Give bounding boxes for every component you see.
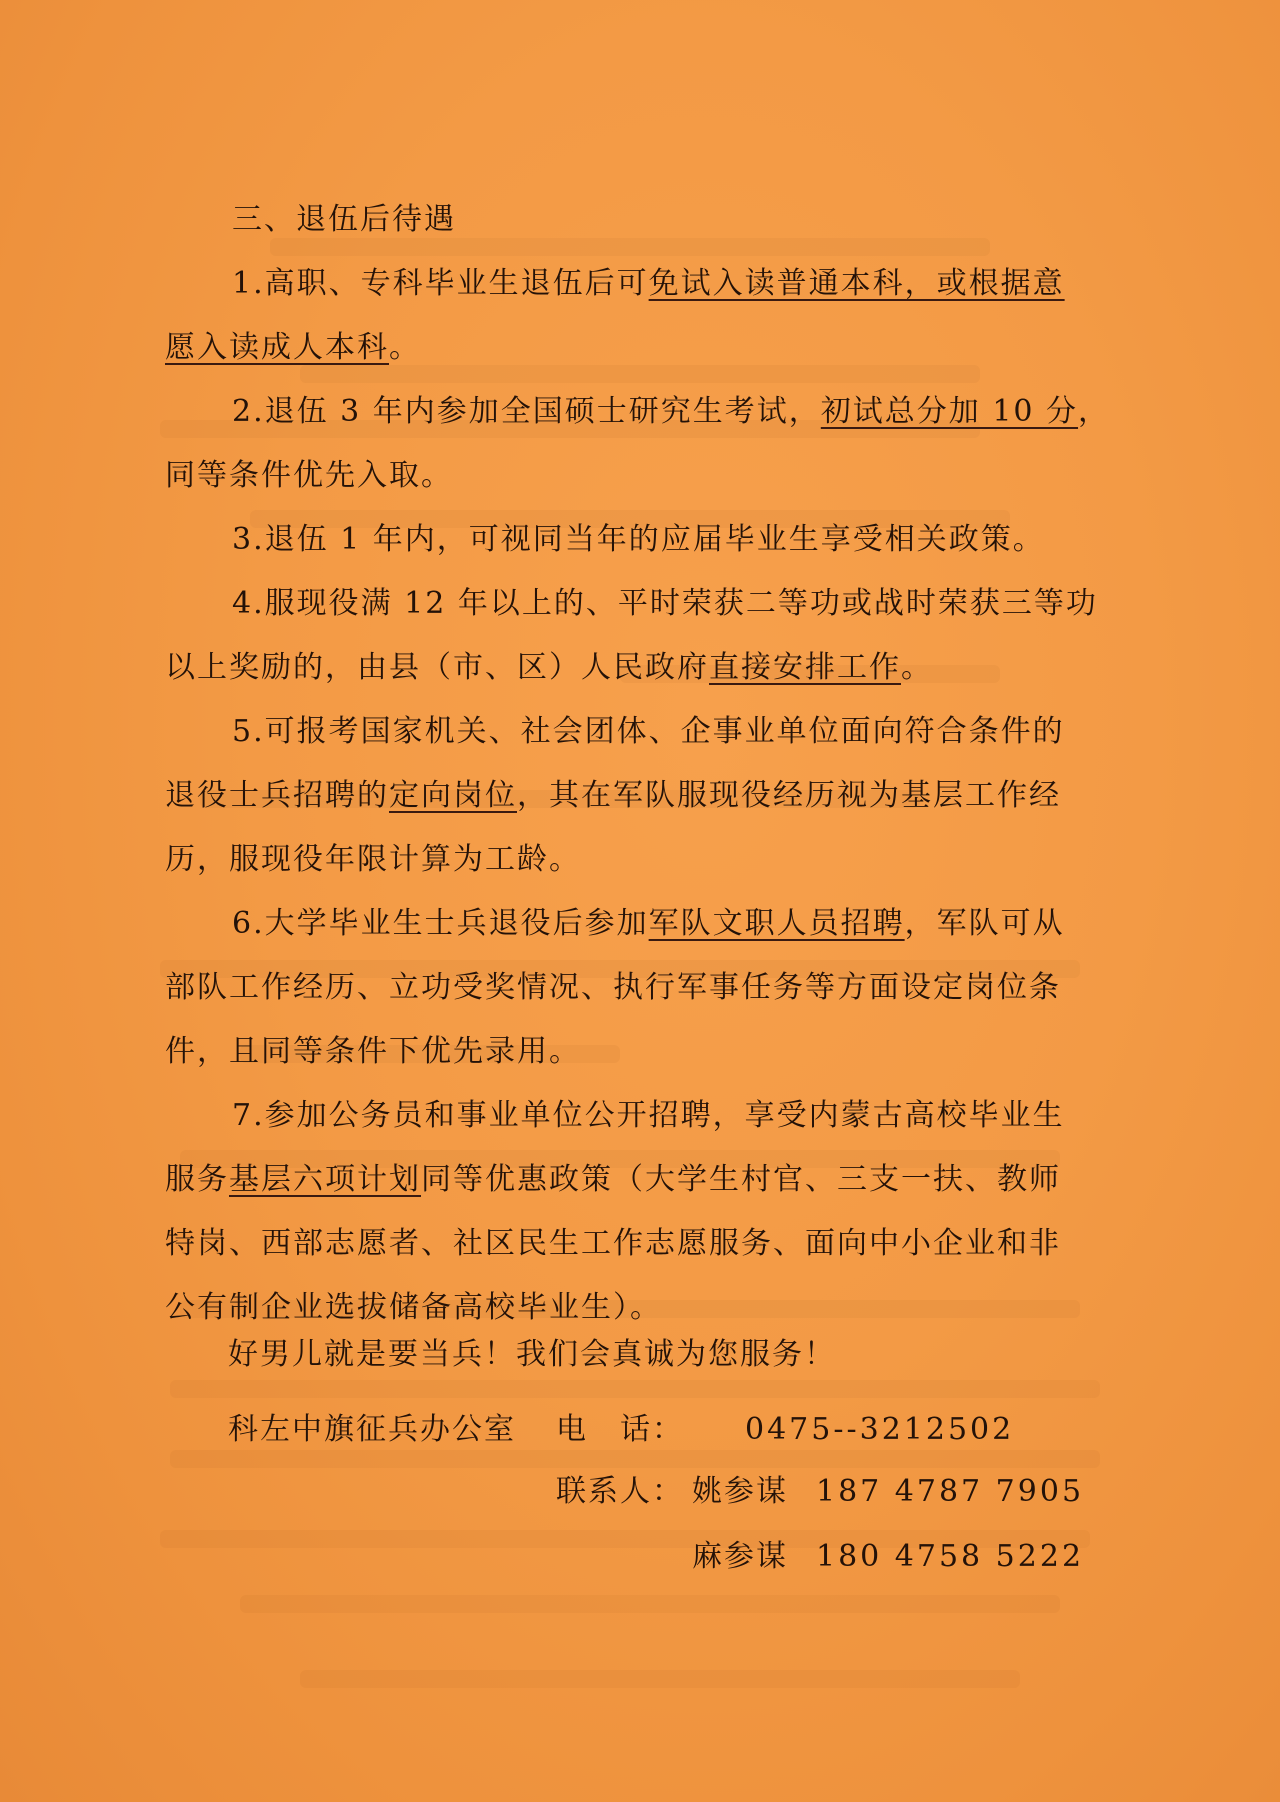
contact-person-2-phone: 180 4758 5222 <box>816 1539 1085 1574</box>
contact-person-1-phone: 187 4787 7905 <box>816 1474 1085 1509</box>
item-7-text: 服务 <box>165 1162 229 1197</box>
item-1-line-2 <box>165 316 1150 380</box>
office-phone: 0475--3212502 <box>745 1412 1015 1447</box>
item-6-text-cont: ，军队可从 <box>904 906 1065 941</box>
item-7-line-4: 公有制企业选拔储备高校毕业生）。 <box>165 1290 662 1325</box>
item-2-text: 2.退伍 3 年内参加全国硕士研究生考试， <box>232 394 821 429</box>
item-4-line-2 <box>165 636 1150 700</box>
item-2-underlined: 初试总分加 10 分 <box>820 394 1079 429</box>
item-7-underlined: 基层六项计划 <box>229 1162 421 1197</box>
contact-person-label: 联系人： <box>556 1474 684 1509</box>
item-6-line-2: 部队工作经历、立功受奖情况、执行军事任务等方面设定岗位条 <box>165 970 1061 1005</box>
slogan: 好男儿就是要当兵！我们会真诚为您服务！ <box>228 1337 836 1372</box>
phone-label: 电 话： <box>556 1412 684 1447</box>
item-1-text: 1.高职、专科毕业生退伍后可 <box>232 266 649 301</box>
item-5-line-2 <box>165 764 1150 828</box>
item-2-line-2: 同等条件优先入取。 <box>165 458 453 493</box>
item-1-underlined-cont: 愿入读成人本科 <box>165 330 389 365</box>
office-name: 科左中旗征兵办公室 <box>228 1412 516 1447</box>
item-7-line-3: 特岗、西部志愿者、社区民生工作志愿服务、面向中小企业和非 <box>165 1226 1061 1261</box>
item-6-line-1 <box>165 892 1150 956</box>
item-1-line-1 <box>165 252 1150 316</box>
body-text <box>165 188 1150 1340</box>
item-4-underlined: 直接安排工作 <box>709 650 901 685</box>
item-2-line-1 <box>165 380 1150 444</box>
item-2-comma: ， <box>1078 394 1111 429</box>
item-4-line-1: 4.服现役满 12 年以上的、平时荣获二等功或战时荣获三等功 <box>232 586 1098 621</box>
item-1-end: 。 <box>389 330 421 365</box>
contact-person-2: 麻参谋 <box>692 1539 788 1574</box>
item-7-text-cont: 同等优惠政策（大学生村官、三支一扶、教师 <box>421 1162 1061 1197</box>
item-5-underlined: 定向岗位 <box>389 778 517 813</box>
item-3-line-1: 3.退伍 1 年内，可视同当年的应届毕业生享受相关政策。 <box>232 522 1045 557</box>
item-5-text-cont: ，其在军队服现役经历视为基层工作经 <box>517 778 1061 813</box>
item-5-line-3: 历，服现役年限计算为工龄。 <box>165 842 581 877</box>
item-6-underlined: 军队文职人员招聘 <box>648 906 905 941</box>
contact-person-1: 姚参谋 <box>692 1474 788 1509</box>
item-6-line-3: 件，且同等条件下优先录用。 <box>165 1034 581 1069</box>
item-7-line-1: 7.参加公务员和事业单位公开招聘，享受内蒙古高校毕业生 <box>232 1098 1065 1133</box>
item-6-text: 6.大学毕业生士兵退役后参加 <box>232 906 649 941</box>
section-heading: 三、退伍后待遇 <box>232 202 456 237</box>
item-4-end: 。 <box>901 650 933 685</box>
item-5-line-1: 5.可报考国家机关、社会团体、企事业单位面向符合条件的 <box>232 714 1065 749</box>
item-1-underlined: 免试入读普通本科，或根据意 <box>648 266 1065 301</box>
item-5-text: 退役士兵招聘的 <box>165 778 389 813</box>
item-4-text: 以上奖励的，由县（市、区）人民政府 <box>165 650 709 685</box>
item-7-line-2 <box>165 1148 1150 1212</box>
